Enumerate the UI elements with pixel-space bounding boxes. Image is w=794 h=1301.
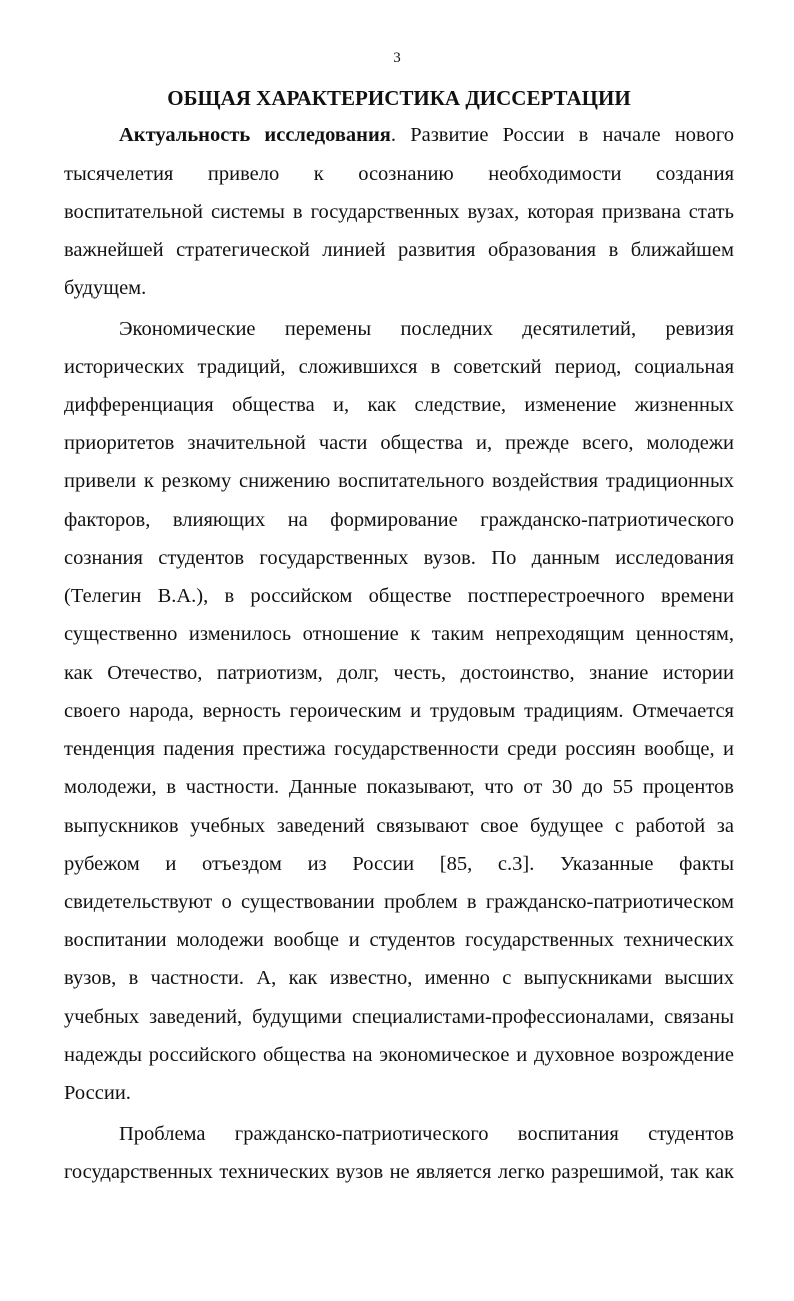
paragraph-2-line: дифференциация общества и, как следствие, изменение жизненных [64, 394, 734, 416]
bold-lead: Актуальность исследования [119, 124, 391, 146]
paragraph-2-line: факторов, влияющих на формирование гражданско-патриотического [64, 509, 734, 531]
paragraph-2-line: рубежом и отъездом из России [85, с.3]. Указанные факты [64, 853, 734, 875]
paragraph-2-line: как Отечество, патриотизм, долг, честь, достоинство, знание истории [64, 662, 734, 684]
paragraph-2-line: (Телегин В.А.), в российском обществе постперестроечного времени [64, 585, 734, 607]
paragraph-2-line: воспитании молодежи вообще и студентов государственных технических [64, 929, 734, 951]
paragraph-1-line: тысячелетия привело к осознанию необходимости создания [64, 163, 734, 185]
paragraph-3-line: Проблема гражданско-патриотического воспитания студентов [119, 1123, 734, 1145]
paragraph-2-line: сознания студентов государственных вузов. По данным исследования [64, 547, 734, 569]
paragraph-3-line: государственных технических вузов не является легко разрешимой, так как [64, 1161, 734, 1183]
paragraph-2-line: существенно изменилось отношение к таким непреходящим ценностям, [64, 623, 734, 645]
paragraph-2-line: учебных заведений, будущими специалистами-профессионалами, связаны [64, 1006, 734, 1028]
paragraph-2-line: Экономические перемены последних десятилетий, ревизия [119, 318, 734, 340]
paragraph-2-line: тенденция падения престижа государственности среди россиян вообще, и [64, 738, 734, 760]
paragraph-2-line: вузов, в частности. А, как известно, именно с выпускниками высших [64, 967, 734, 989]
paragraph-2-line: молодежи, в частности. Данные показывают, что от 30 до 55 процентов [64, 776, 734, 798]
page-number: 3 [393, 50, 401, 66]
page-title: ОБЩАЯ ХАРАКТЕРИСТИКА ДИССЕРТАЦИИ [167, 86, 631, 110]
paragraph-2-line: привели к резкому снижению воспитательного воздействия традиционных [64, 470, 734, 492]
paragraph-1-line: будущем. [64, 277, 147, 299]
paragraph-1-line: важнейшей стратегической линией развития образования в ближайшем [64, 239, 734, 261]
paragraph-1-line [119, 121, 734, 149]
paragraph-2-line: надежды российского общества на экономическое и духовное возрождение [64, 1044, 734, 1066]
paragraph-2-line: своего народа, верность героическим и трудовым традициям. Отмечается [64, 700, 734, 722]
paragraph-1-line: воспитательной системы в государственных вузах, которая призвана стать [64, 201, 734, 223]
paragraph-2-line: исторических традиций, сложившихся в советский период, социальная [64, 356, 734, 378]
paragraph-2-line: приоритетов значительной части общества и, прежде всего, молодежи [64, 432, 734, 454]
paragraph-2-line: выпускников учебных заведений связывают свое будущее с работой за [64, 815, 734, 837]
paragraph-2-line: России. [64, 1082, 131, 1104]
paragraph-2-line: свидетельствуют о существовании проблем в гражданско-патриотическом [64, 891, 734, 913]
text-run: . Развитие России в начале нового [390, 124, 734, 146]
